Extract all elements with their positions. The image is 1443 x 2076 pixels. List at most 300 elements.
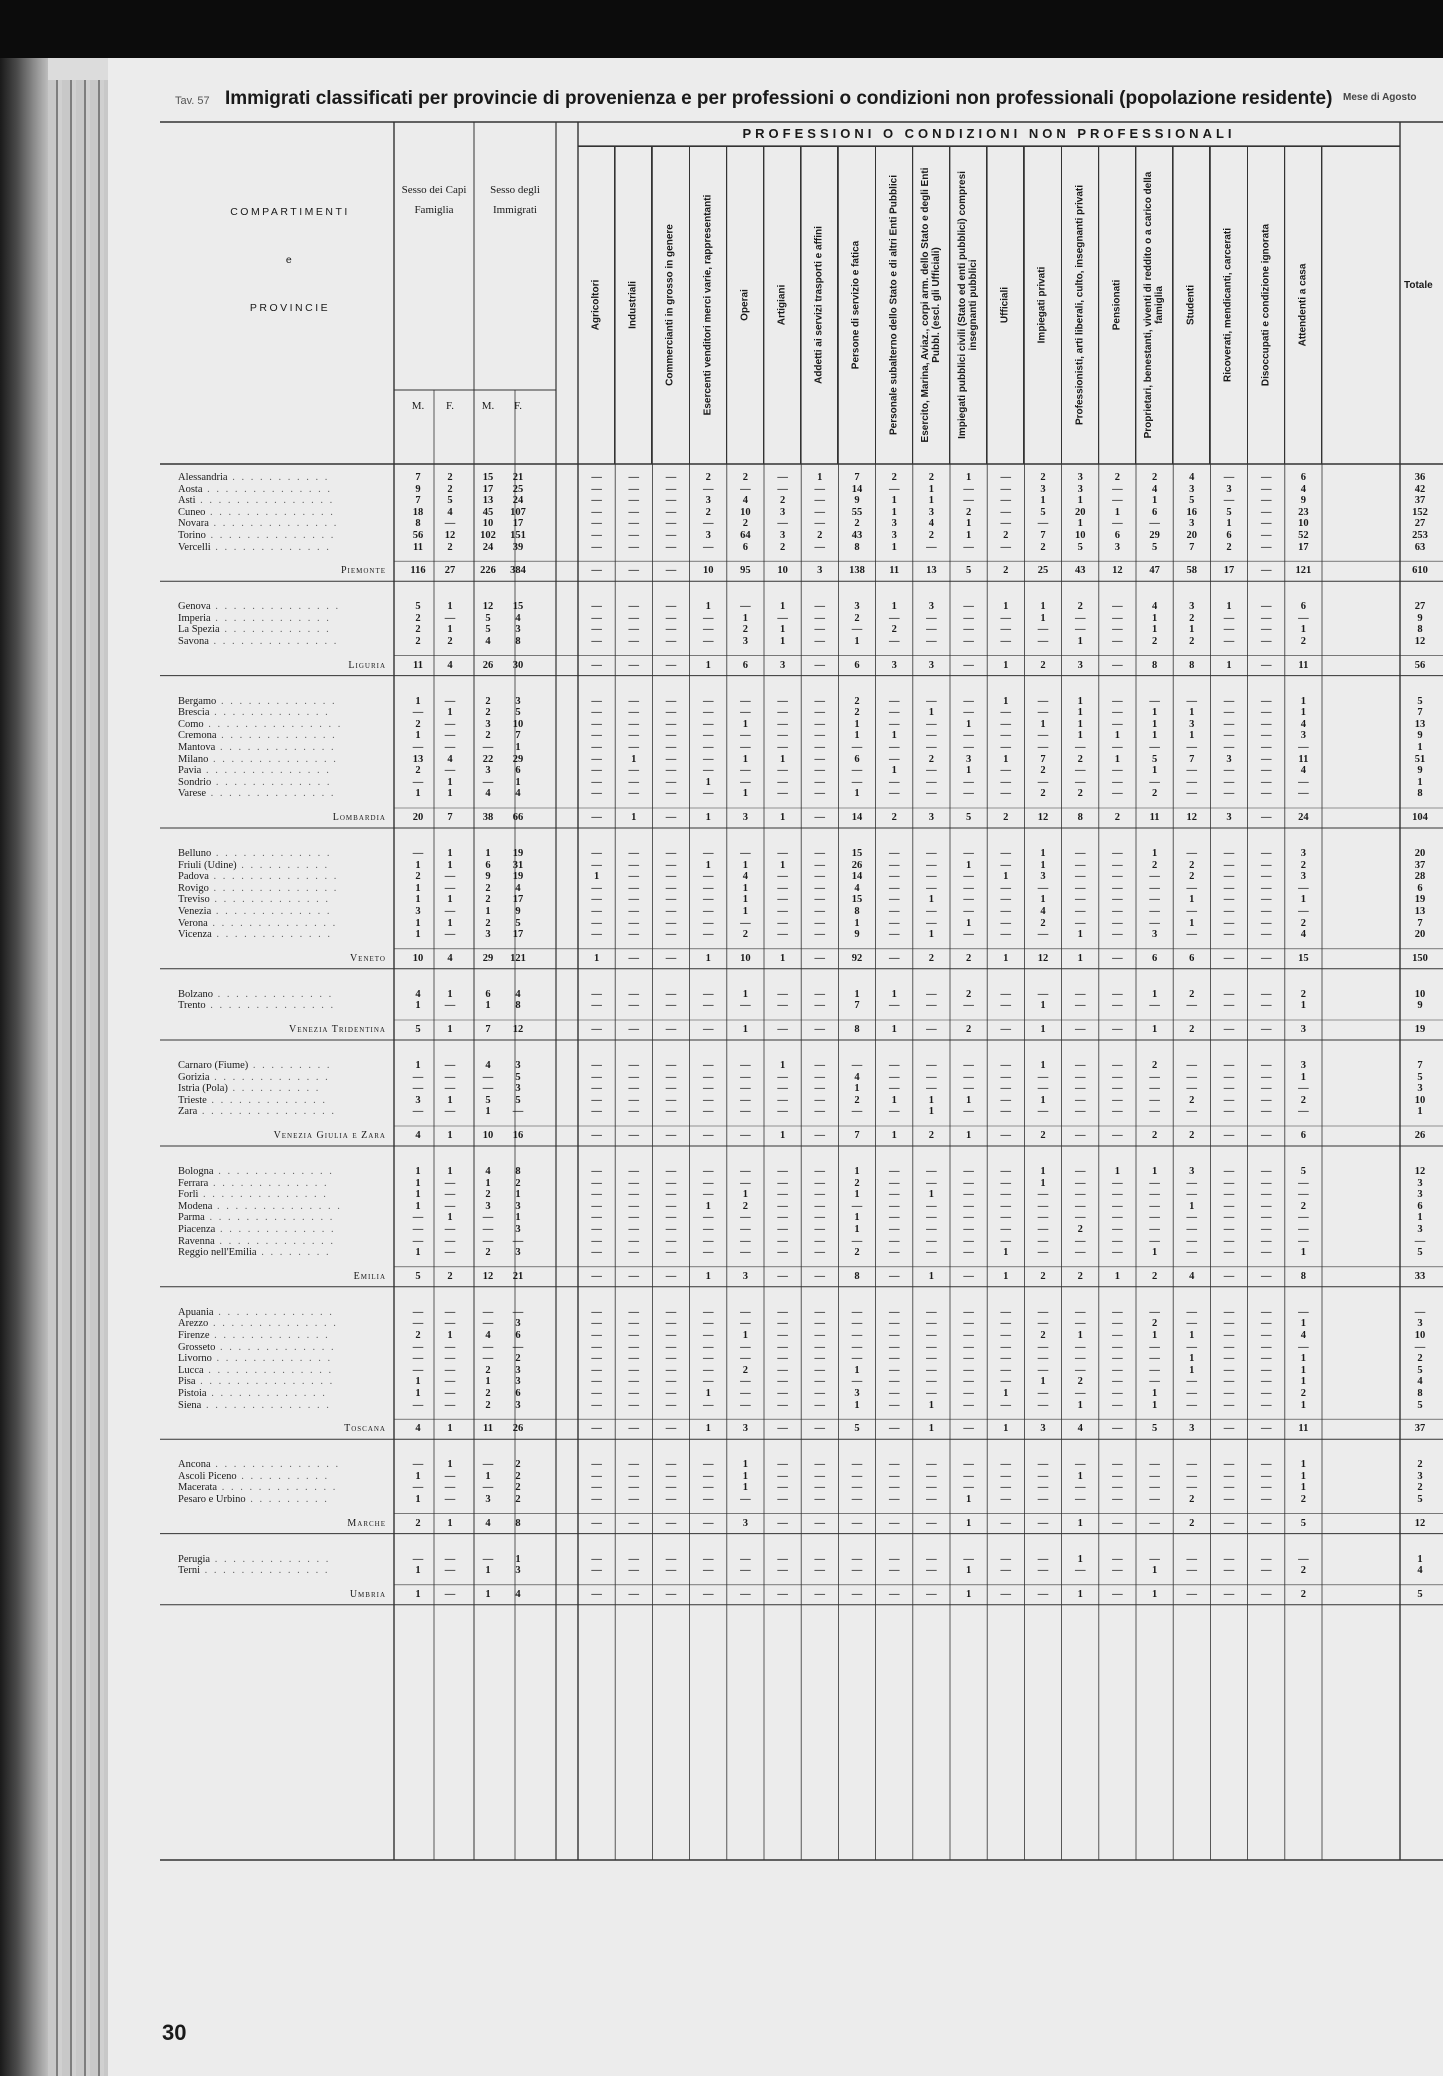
region-total-cell: 10 — [740, 952, 751, 964]
province-label: Grosseto — [178, 1341, 216, 1353]
table-cell: — — [1112, 988, 1123, 1000]
table-cell: — — [777, 988, 788, 1000]
table-cell: — — [1074, 1364, 1086, 1376]
table-cell: — — [591, 707, 602, 719]
table-cell: — — [1149, 1000, 1160, 1012]
table-cell: 1 — [928, 1094, 935, 1106]
table-cell: 1 — [1077, 636, 1083, 647]
table-cell: 1 — [891, 601, 897, 613]
table-cell: 2 — [1151, 1060, 1158, 1071]
table-cell: — — [1223, 1364, 1235, 1376]
table-cell: — — [926, 1306, 937, 1318]
table-cell: — — [1112, 483, 1123, 495]
table-cell: 1 — [1003, 601, 1009, 613]
province-name — [178, 1376, 334, 1387]
table-cell: — — [1149, 1224, 1160, 1235]
table-cell: — — [1186, 1565, 1198, 1577]
table-cell: — — [412, 1553, 424, 1565]
table-cell: 6 — [1300, 472, 1307, 483]
table-cell: — — [1000, 1470, 1012, 1482]
region-total-cell: 2 — [1151, 1270, 1158, 1282]
table-cell: — — [851, 1106, 863, 1118]
table-cell: 1 — [1417, 1553, 1423, 1565]
region-total-cell: — — [888, 1517, 900, 1529]
table-cell: 1 — [742, 1470, 749, 1482]
region-total-cell: 2 — [1003, 812, 1009, 823]
table-cell: 1 — [1077, 1330, 1083, 1341]
table-cell: 10 — [1414, 1094, 1426, 1106]
region-total-cell: 2 — [1040, 659, 1046, 671]
table-cell: 2 — [742, 1364, 749, 1376]
leader-dots: . . . . . . . . . . . . . — [216, 730, 337, 742]
table-cell: 2 — [415, 871, 421, 883]
table-cell: — — [926, 1330, 937, 1341]
leader-dots: . . . . . . . . . . . . . . . — [195, 495, 335, 507]
table-cell: 1 — [854, 1364, 860, 1376]
table-cell: 1 — [415, 929, 421, 941]
region-total-cell: — — [777, 1024, 788, 1035]
table-cell: — — [777, 1353, 788, 1365]
profession-column-header — [913, 146, 950, 464]
table-cell: — — [665, 483, 677, 495]
table-cell: — — [963, 1247, 974, 1259]
table-cell: 2 — [854, 518, 860, 530]
table-cell: — — [814, 495, 826, 507]
province-name — [178, 1212, 334, 1223]
table-cell: 3 — [515, 1376, 521, 1388]
table-cell: — — [1149, 1306, 1160, 1318]
table-cell: 13 — [412, 753, 424, 765]
table-cell: — — [963, 742, 974, 753]
table-cell: — — [1000, 1553, 1012, 1565]
table-cell: — — [591, 917, 602, 929]
table-cell: — — [1000, 1166, 1012, 1177]
region-total-cell: — — [665, 1423, 677, 1435]
table-cell: 3 — [965, 753, 972, 765]
table-cell: — — [591, 518, 602, 530]
table-cell: 15 — [851, 894, 863, 906]
table-cell: — — [628, 472, 640, 483]
table-cell: 1 — [415, 1494, 421, 1505]
table-cell: — — [702, 929, 714, 941]
table-cell: — — [1112, 1459, 1123, 1471]
region-total-cell: 1 — [1151, 1588, 1158, 1600]
table-cell: 6 — [1417, 882, 1423, 894]
table-cell: — — [963, 1482, 974, 1494]
table-cell: 2 — [779, 541, 786, 553]
table-cell: — — [1260, 518, 1272, 530]
table-cell: — — [888, 1235, 900, 1247]
table-cell: — — [888, 1083, 900, 1095]
table-cell: — — [740, 1306, 751, 1318]
table-cell: — — [444, 1482, 456, 1494]
table-cell: 1 — [1003, 871, 1009, 883]
table-cell: 1 — [742, 894, 749, 906]
table-cell: — — [1260, 624, 1272, 636]
table-cell: — — [963, 1212, 974, 1224]
region-total-cell: 2 — [928, 952, 935, 964]
table-cell: 12 — [482, 601, 494, 613]
table-cell: — — [777, 1364, 788, 1376]
region-total-cell: 2 — [1151, 1130, 1158, 1141]
table-cell: — — [1223, 788, 1235, 800]
table-cell: — — [1149, 1494, 1160, 1505]
table-cell: 2 — [1151, 1318, 1158, 1330]
table-cell: 1 — [1300, 624, 1307, 636]
table-cell: — — [814, 882, 826, 894]
table-cell: 5 — [1151, 541, 1158, 553]
region-total-cell: 138 — [849, 565, 865, 577]
region-total-cell: — — [702, 1024, 714, 1035]
table-cell: — — [591, 765, 602, 777]
leader-dots: . . . . . . . . . . . . . — [210, 541, 331, 553]
table-cell: 1 — [1300, 1482, 1307, 1494]
leader-dots: . . . . . . . . . . . . . — [213, 1306, 334, 1318]
region-total-cell: — — [702, 1517, 714, 1529]
table-cell: — — [777, 1376, 788, 1388]
table-cell: — — [888, 776, 900, 788]
table-cell: — — [888, 882, 900, 894]
province-label: Terni — [178, 1565, 201, 1577]
leader-dots: . . . . . . . . . . . . . . — [208, 636, 339, 647]
table-cell: 3 — [515, 624, 521, 636]
table-cell: — — [628, 1459, 640, 1471]
table-cell: — — [1149, 1553, 1160, 1565]
table-cell: — — [702, 882, 714, 894]
table-cell: — — [665, 1388, 677, 1399]
table-cell: — — [814, 612, 826, 624]
province-name — [178, 765, 331, 776]
table-cell: 1 — [854, 788, 860, 800]
table-cell: — — [444, 1341, 456, 1353]
table-cell: — — [1414, 1235, 1426, 1247]
region-total-cell: 8 — [1151, 659, 1158, 671]
table-cell: — — [926, 1235, 937, 1247]
region-total-cell: 58 — [1186, 565, 1198, 577]
table-cell: 1 — [705, 859, 711, 871]
table-cell: 1 — [1300, 707, 1307, 719]
table-cell: — — [963, 1071, 974, 1083]
table-cell: 5 — [515, 917, 521, 929]
table-cell: — — [628, 1212, 640, 1224]
table-cell: — — [963, 776, 974, 788]
table-cell: 1 — [705, 1388, 711, 1399]
region-total-cell: — — [740, 1588, 751, 1600]
table-cell: — — [740, 765, 751, 777]
table-cell: 1 — [1151, 612, 1158, 624]
table-cell: — — [1074, 624, 1086, 636]
region-total-cell: 1 — [779, 812, 786, 823]
table-cell: 5 — [415, 601, 421, 613]
table-cell: 1 — [742, 1459, 749, 1471]
region-total-cell: — — [926, 1024, 937, 1035]
table-cell: — — [963, 1106, 974, 1118]
table-cell: — — [926, 1388, 937, 1399]
sex-subheader: M. — [411, 400, 425, 412]
region-total-cell: — — [1260, 1517, 1272, 1529]
table-cell: 7 — [1040, 530, 1046, 541]
region-total-cell: 2 — [965, 952, 972, 964]
leader-dots: . . . . . . . . . . . . . . — [201, 765, 331, 777]
table-cell: — — [1223, 1247, 1235, 1259]
table-cell: — — [665, 1482, 677, 1494]
region-total-cell: — — [814, 659, 826, 671]
region-total-cell: 4 — [415, 1130, 421, 1141]
province-label: Mantova — [178, 742, 216, 753]
table-cell: — — [926, 636, 937, 647]
table-cell: 1 — [891, 495, 897, 507]
table-cell: — — [1037, 1565, 1049, 1577]
table-cell: — — [814, 1482, 826, 1494]
table-cell: 1 — [485, 906, 491, 917]
table-cell: 1 — [515, 1212, 521, 1224]
table-cell: 2 — [485, 917, 491, 929]
region-total-cell: — — [926, 1517, 937, 1529]
table-cell: 2 — [485, 1388, 491, 1399]
table-cell: — — [1074, 1247, 1086, 1259]
table-cell: 1 — [1040, 718, 1046, 730]
table-cell: — — [814, 1083, 826, 1095]
table-cell: — — [1149, 1094, 1160, 1106]
table-cell: 13 — [1414, 718, 1426, 730]
region-total-cell: 26 — [512, 1423, 524, 1435]
region-total-cell: — — [1260, 1024, 1272, 1035]
table-cell: — — [665, 1459, 677, 1471]
region-total-label: Lombardia — [332, 812, 386, 823]
table-cell: — — [1260, 483, 1272, 495]
table-cell: — — [444, 1247, 456, 1259]
table-cell: — — [628, 624, 640, 636]
table-cell: — — [1223, 906, 1235, 917]
region-total-cell: 3 — [742, 1517, 749, 1529]
region-total-cell: — — [1260, 1423, 1272, 1435]
region-total-cell: 8 — [1300, 1270, 1307, 1282]
table-cell: — — [1260, 495, 1272, 507]
table-cell: — — [591, 1071, 602, 1083]
region-total-cell: 10 — [777, 565, 788, 577]
table-cell: — — [814, 1399, 826, 1411]
table-cell: — — [412, 1318, 424, 1330]
table-cell: — — [444, 1376, 456, 1388]
table-cell: — — [963, 1376, 974, 1388]
province-label: Gorizia — [178, 1071, 210, 1083]
table-cell: 1 — [485, 848, 491, 859]
table-cell: — — [702, 765, 714, 777]
table-cell: 1 — [779, 601, 786, 613]
table-cell: 8 — [515, 1000, 521, 1012]
table-cell: 1 — [854, 1224, 860, 1235]
table-cell: — — [1000, 1482, 1012, 1494]
table-cell: — — [740, 1318, 751, 1330]
table-cell: — — [702, 1330, 714, 1341]
region-total-cell: — — [628, 1270, 640, 1282]
table-cell: — — [1037, 1306, 1049, 1318]
province-name — [178, 929, 332, 940]
table-cell: 64 — [740, 530, 751, 541]
table-cell: — — [702, 1553, 714, 1565]
province-label: Padova — [178, 871, 209, 883]
table-cell: — — [591, 506, 602, 518]
table-cell: — — [1000, 636, 1012, 647]
table-cell: 1 — [965, 917, 972, 929]
table-cell: — — [963, 848, 974, 859]
table-cell: — — [1260, 1106, 1272, 1118]
table-cell: — — [1037, 1083, 1049, 1095]
table-cell: — — [482, 1071, 494, 1083]
table-cell: 19 — [512, 871, 524, 883]
table-cell: 1 — [854, 1212, 860, 1224]
table-cell: — — [482, 1212, 494, 1224]
table-cell: — — [963, 1318, 974, 1330]
table-cell: 17 — [1298, 541, 1309, 553]
province-name — [178, 906, 331, 917]
region-total-cell: 8 — [1189, 659, 1195, 671]
table-cell: 3 — [485, 765, 491, 777]
table-cell: 1 — [1077, 518, 1083, 530]
table-cell: — — [591, 776, 602, 788]
table-cell: — — [1260, 1399, 1272, 1411]
table-cell: 6 — [854, 753, 860, 765]
table-cell: 1 — [705, 776, 711, 788]
table-cell: 4 — [485, 1166, 491, 1177]
table-cell: 20 — [1414, 929, 1426, 941]
region-total-cell: — — [1000, 1130, 1012, 1141]
table-cell: — — [1298, 1177, 1309, 1189]
table-cell: — — [814, 624, 826, 636]
table-cell: — — [591, 601, 602, 613]
table-cell: — — [702, 1071, 714, 1083]
profession-column-label: Industriali — [627, 281, 639, 329]
table-cell: — — [591, 612, 602, 624]
table-cell: — — [740, 1565, 751, 1577]
region-total-cell: — — [851, 1517, 863, 1529]
table-cell: 6 — [485, 988, 491, 1000]
region-total-cell: — — [851, 1588, 863, 1600]
table-cell: — — [926, 612, 937, 624]
province-label: Milano — [178, 753, 209, 765]
table-cell: 1 — [1189, 707, 1195, 719]
table-cell: — — [888, 859, 900, 871]
province-name — [178, 1236, 335, 1247]
region-total-cell: — — [628, 952, 640, 964]
table-cell: 2 — [447, 483, 453, 495]
table-cell: — — [814, 695, 826, 707]
table-cell: — — [1037, 929, 1049, 941]
table-cell: 2 — [447, 541, 453, 553]
table-cell: 2 — [1040, 788, 1046, 800]
region-total-cell: 1 — [965, 1517, 972, 1529]
table-cell: — — [628, 1071, 640, 1083]
table-cell: — — [1223, 1306, 1235, 1318]
table-cell: 1 — [447, 988, 453, 1000]
table-cell: — — [444, 1200, 456, 1212]
table-cell: — — [512, 1106, 524, 1118]
province-label: Forlì — [178, 1189, 199, 1201]
table-cell: 2 — [1226, 541, 1232, 553]
table-cell: — — [1074, 1200, 1086, 1212]
table-cell: 2 — [415, 718, 421, 730]
table-cell: — — [665, 1494, 677, 1505]
table-cell: — — [591, 753, 602, 765]
table-cell: 1 — [1189, 894, 1195, 906]
table-cell: 1 — [1417, 776, 1423, 788]
table-cell: 4 — [1300, 929, 1307, 941]
table-cell: — — [963, 1364, 974, 1376]
table-cell: 1 — [742, 882, 749, 894]
table-cell: — — [1223, 1353, 1235, 1365]
table-cell: 2 — [1151, 636, 1158, 647]
table-cell: — — [1000, 848, 1012, 859]
table-cell: 1 — [1226, 518, 1232, 530]
region-total-cell: 12 — [1037, 812, 1049, 823]
table-cell: — — [963, 1459, 974, 1471]
region-total-cell: 8 — [515, 1517, 521, 1529]
table-cell: — — [926, 988, 937, 1000]
table-cell: — — [777, 1235, 788, 1247]
region-total-cell: 1 — [447, 1024, 453, 1035]
table-cell: — — [665, 601, 677, 613]
table-cell: — — [1112, 1000, 1123, 1012]
province-name — [178, 788, 335, 799]
table-cell: 1 — [447, 1459, 453, 1471]
table-cell: 152 — [1412, 506, 1428, 518]
province-label: Ascoli Piceno — [178, 1470, 237, 1482]
profession-column-label: Proprietari, benestanti, viventi di reddito o a carico della famiglia — [1143, 171, 1166, 439]
table-cell: — — [926, 1494, 937, 1505]
table-cell: 1 — [891, 730, 897, 742]
table-cell: 8 — [515, 1166, 521, 1177]
table-cell: 2 — [1114, 472, 1121, 483]
table-cell: 2 — [485, 695, 491, 707]
region-total-cell: 12 — [1037, 952, 1049, 964]
region-total-cell: 1 — [1077, 1588, 1083, 1600]
table-cell: 7 — [1189, 541, 1195, 553]
table-cell: — — [740, 1553, 751, 1565]
table-cell: 2 — [515, 1482, 521, 1494]
table-cell: — — [1223, 1494, 1235, 1505]
table-cell: — — [702, 1376, 714, 1388]
leader-dots: . . . . . . . . . . . . . — [213, 1166, 334, 1177]
region-total-cell: 150 — [1412, 952, 1428, 964]
table-cell: 2 — [1040, 472, 1046, 483]
table-cell: — — [1298, 742, 1309, 753]
table-cell: — — [444, 1083, 456, 1095]
table-cell: — — [628, 1000, 640, 1012]
table-cell: — — [1260, 530, 1272, 541]
region-total-cell: — — [591, 812, 602, 823]
region-total-cell: — — [888, 1588, 900, 1600]
province-name — [178, 730, 337, 741]
table-cell: 2 — [485, 894, 491, 906]
table-cell: — — [777, 1330, 788, 1341]
table-cell: 6 — [1226, 530, 1232, 541]
table-cell: — — [740, 1247, 751, 1259]
table-cell: — — [777, 1166, 788, 1177]
province-label: Livorno — [178, 1353, 212, 1365]
region-total-cell: — — [814, 952, 826, 964]
table-cell: 1 — [742, 788, 749, 800]
table-cell: — — [888, 1470, 900, 1482]
table-cell: — — [482, 1341, 494, 1353]
region-total-cell: — — [665, 1588, 677, 1600]
table-cell: — — [1074, 906, 1086, 917]
table-cell: 3 — [1077, 472, 1083, 483]
table-cell: — — [665, 612, 677, 624]
table-cell: — — [702, 541, 714, 553]
leader-dots: . . . . . . . . . . . . . . — [208, 882, 339, 894]
table-cell: 2 — [1189, 1494, 1195, 1505]
table-cell: — — [1000, 1399, 1012, 1411]
